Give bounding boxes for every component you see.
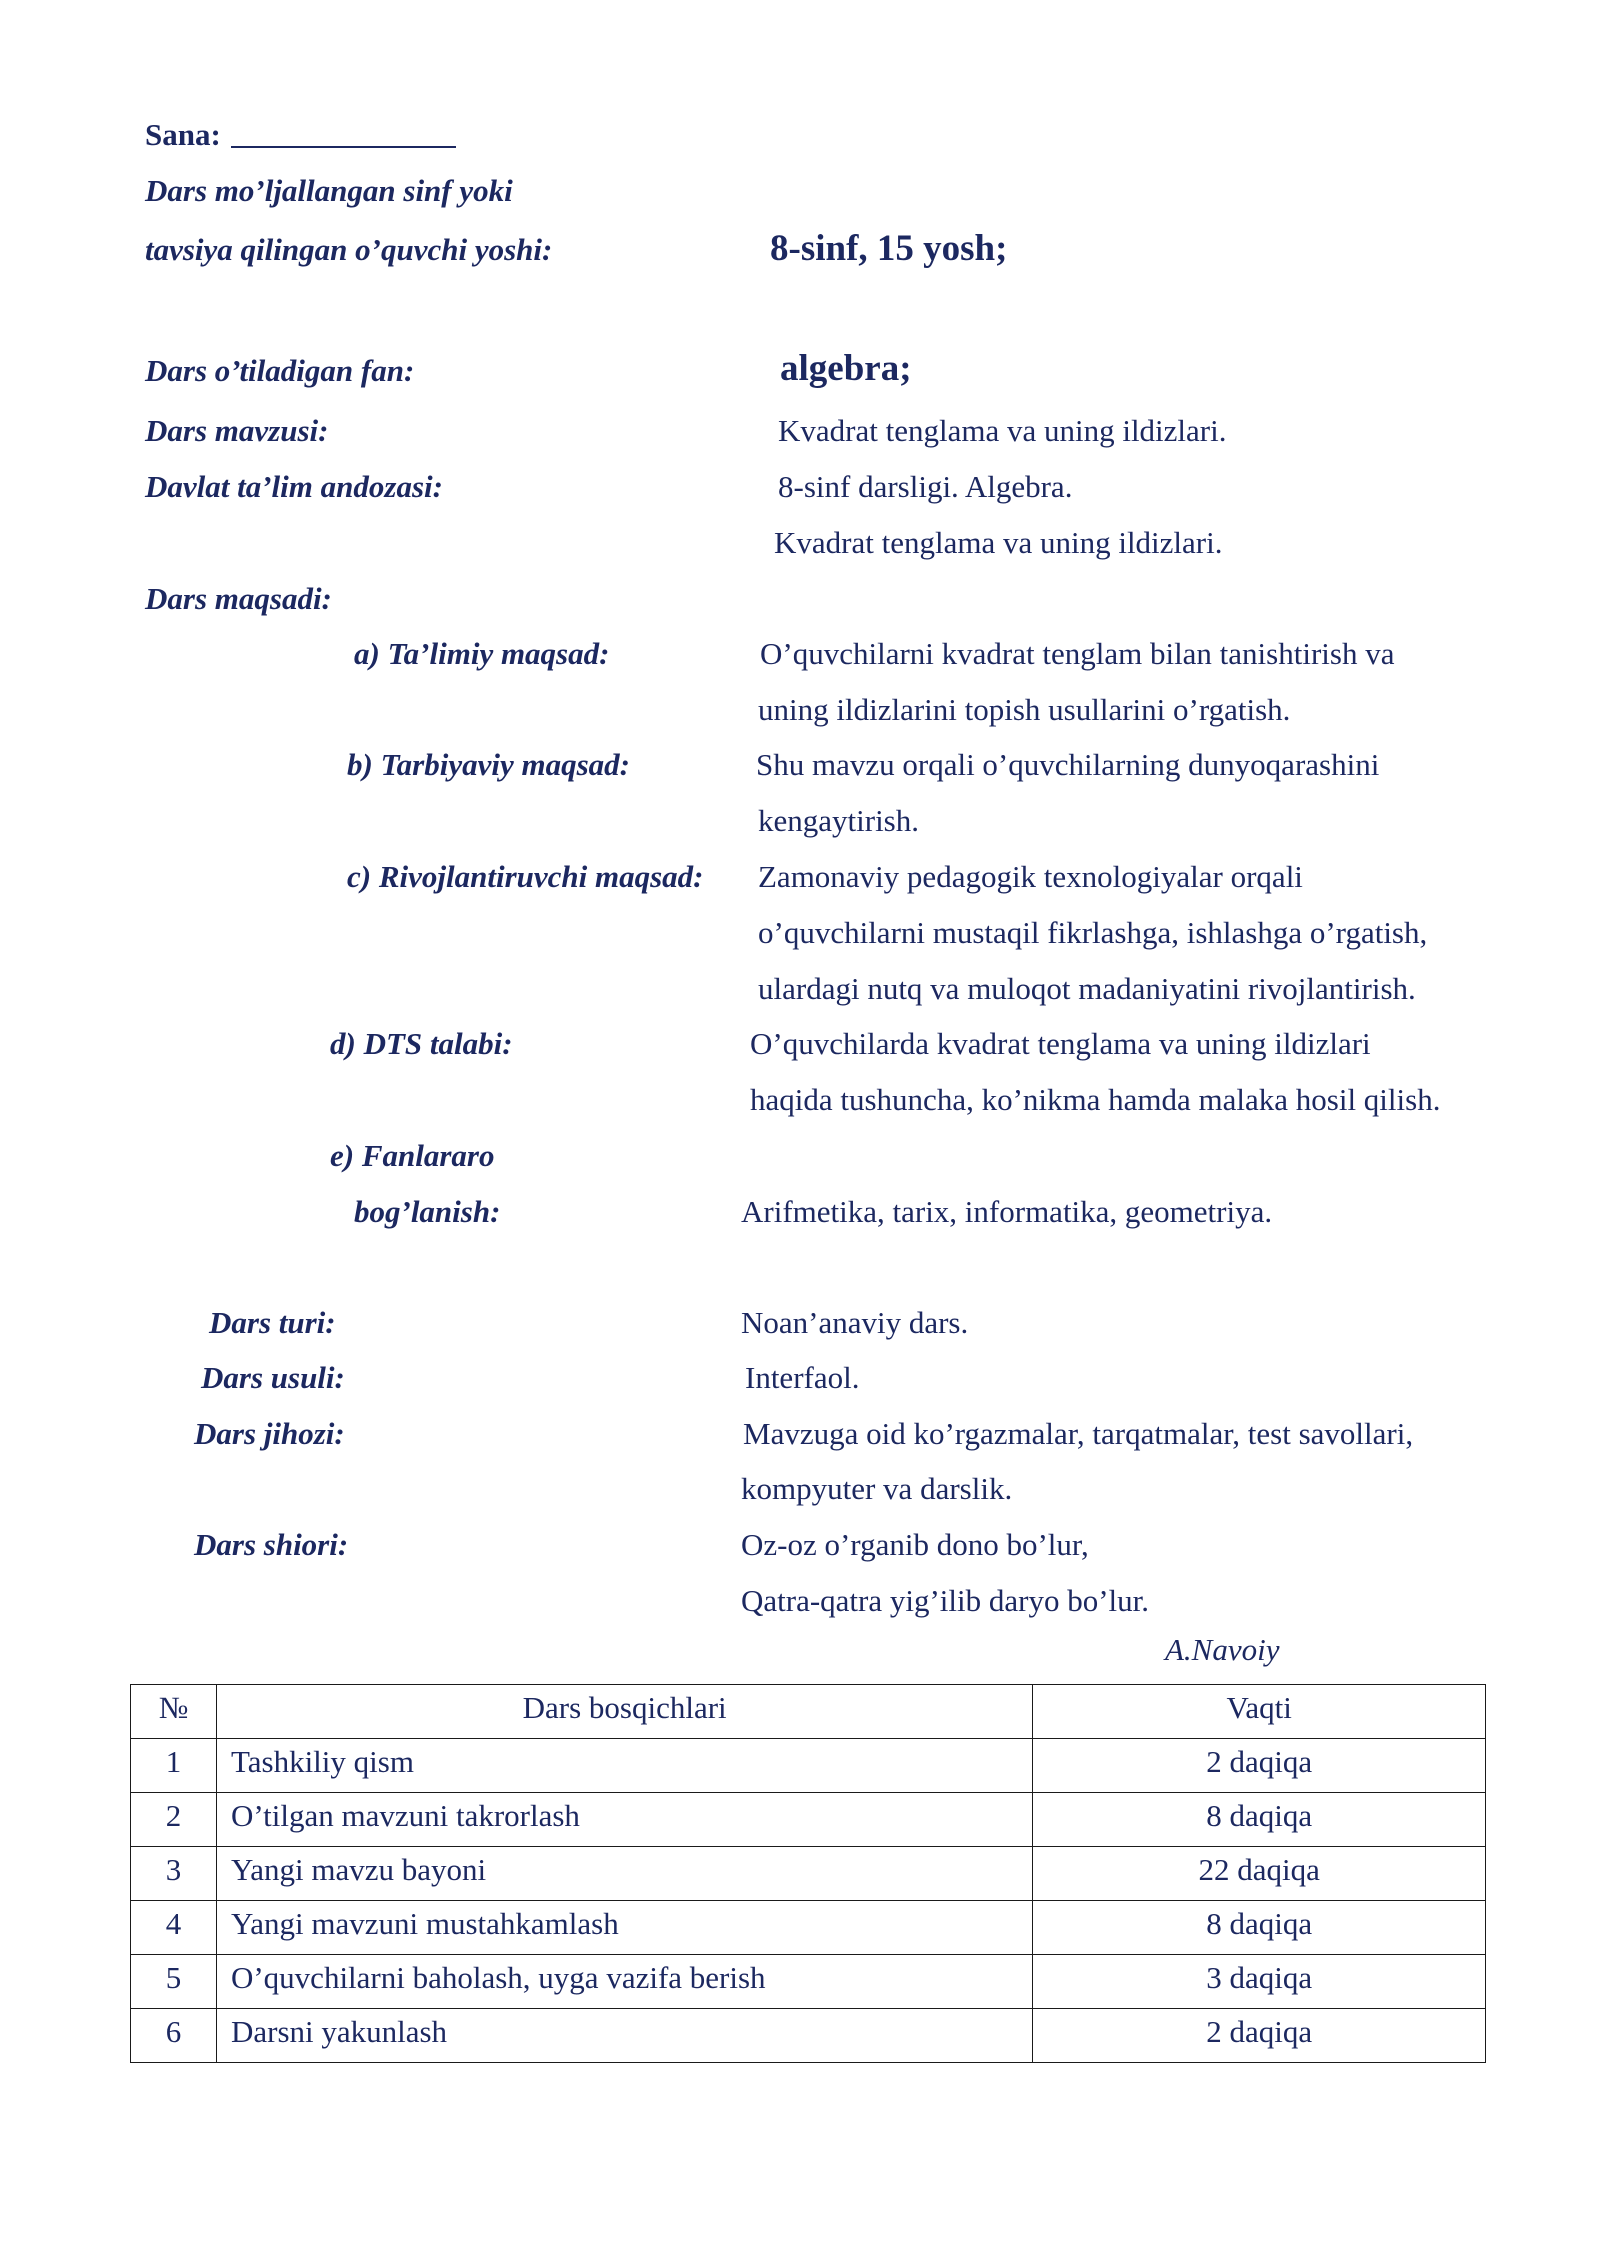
goal-b-line2: kengaytirish.: [758, 803, 919, 838]
goal-c-line1: Zamonaviy pedagogik texnologiyalar orqali: [758, 859, 1303, 894]
standard-label: Davlat ta’lim andozasi:: [145, 469, 443, 504]
goals-title: Dars maqsadi:: [145, 581, 332, 616]
goal-b-line1: Shu mavzu orqali o’quvchilarning dunyoqarashini: [756, 747, 1380, 782]
goal-d-line1: O’quvchilarda kvadrat tenglama va uning ildizlari: [750, 1026, 1371, 1061]
lesson-motto-label: Dars shiori:: [194, 1527, 349, 1562]
row-number: 5: [131, 1955, 217, 2009]
goal-c-line2: o’quvchilarni mustaqil fikrlashga, ishlashga o’rgatish,: [758, 915, 1428, 950]
row-number: 6: [131, 2009, 217, 2063]
goal-a-line1: O’quvchilarni kvadrat tenglam bilan tanishtirish va: [760, 636, 1395, 671]
header-number: №: [131, 1685, 217, 1739]
row-number: 2: [131, 1793, 217, 1847]
row-number: 3: [131, 1847, 217, 1901]
row-time: 2 daqiqa: [1033, 1739, 1486, 1793]
lesson-type-value: Noan’anaviy dars.: [741, 1305, 969, 1340]
goal-d-label: d) DTS talabi:: [330, 1026, 513, 1061]
topic-value: Kvadrat tenglama va uning ildizlari.: [778, 413, 1227, 448]
topic-label: Dars mavzusi:: [145, 413, 329, 448]
motto-author: A.Navoiy: [1165, 1632, 1280, 1667]
row-stage: Yangi mavzu bayoni: [216, 1847, 1032, 1901]
lesson-method-label: Dars usuli:: [201, 1360, 345, 1395]
subject-label: Dars o’tiladigan fan:: [145, 353, 415, 388]
goal-a-label: a) Ta’limiy maqsad:: [354, 636, 610, 671]
lesson-equipment-label: Dars jihozi:: [194, 1416, 345, 1451]
row-stage: O’quvchilarni baholash, uyga vazifa berish: [216, 1955, 1032, 2009]
header-time: Vaqti: [1033, 1685, 1486, 1739]
row-stage: O’tilgan mavzuni takrorlash: [216, 1793, 1032, 1847]
table-header-row: [131, 1685, 1486, 1739]
goal-d-line2: haqida tushuncha, ko’nikma hamda malaka hosil qilish.: [750, 1082, 1441, 1117]
table-row: [131, 1847, 1486, 1901]
date-label: Sana:: [145, 117, 221, 152]
row-time: 3 daqiqa: [1033, 1955, 1486, 2009]
table-row: [131, 1793, 1486, 1847]
header-stages: Dars bosqichlari: [216, 1685, 1032, 1739]
row-time: 8 daqiqa: [1033, 1901, 1486, 1955]
row-time: 8 daqiqa: [1033, 1793, 1486, 1847]
table-row: [131, 1901, 1486, 1955]
lesson-stages-table: [130, 1684, 1486, 2063]
class-label-line2: tavsiya qilingan o’quvchi yoshi:: [145, 232, 553, 267]
row-time: 22 daqiqa: [1033, 1847, 1486, 1901]
goal-a-line2: uning ildizlarini topish usullarini o’rgatish.: [758, 692, 1291, 727]
row-stage: Tashkiliy qism: [216, 1739, 1032, 1793]
table-row: [131, 2009, 1486, 2063]
goal-c-label: c) Rivojlantiruvchi maqsad:: [347, 859, 704, 894]
lesson-motto-line2: Qatra-qatra yig’ilib daryo bo’lur.: [741, 1583, 1150, 1618]
table-row: [131, 1955, 1486, 2009]
goal-b-label: b) Tarbiyaviy maqsad:: [347, 747, 630, 782]
lesson-motto-line1: Oz-oz o’rganib dono bo’lur,: [741, 1527, 1089, 1562]
row-number: 4: [131, 1901, 217, 1955]
date-blank-line: [231, 146, 456, 148]
goal-e-label-line2: bog’lanish:: [354, 1194, 501, 1229]
standard-value-line1: 8-sinf darsligi. Algebra.: [778, 469, 1073, 504]
row-number: 1: [131, 1739, 217, 1793]
class-label-line1: Dars mo’ljallangan sinf yoki: [145, 173, 513, 208]
standard-value-line2: Kvadrat tenglama va uning ildizlari.: [774, 525, 1223, 560]
goal-c-line3: ulardagi nutq va muloqot madaniyatini rivojlantirish.: [758, 971, 1416, 1006]
subject-value: algebra;: [780, 348, 912, 389]
row-stage: Yangi mavzuni mustahkamlash: [216, 1901, 1032, 1955]
row-stage: Darsni yakunlash: [216, 2009, 1032, 2063]
lesson-method-value: Interfaol.: [745, 1360, 860, 1395]
class-value: 8-sinf, 15 yosh;: [770, 228, 1008, 269]
lesson-equipment-line2: kompyuter va darslik.: [741, 1471, 1013, 1506]
goal-e-label-line1: e) Fanlararo: [330, 1138, 495, 1173]
row-time: 2 daqiqa: [1033, 2009, 1486, 2063]
lesson-type-label: Dars turi:: [209, 1305, 336, 1340]
table-row: [131, 1739, 1486, 1793]
lesson-equipment-line1: Mavzuga oid ko’rgazmalar, tarqatmalar, test savollari,: [743, 1416, 1414, 1451]
goal-e-value: Arifmetika, tarix, informatika, geometriya.: [741, 1194, 1273, 1229]
